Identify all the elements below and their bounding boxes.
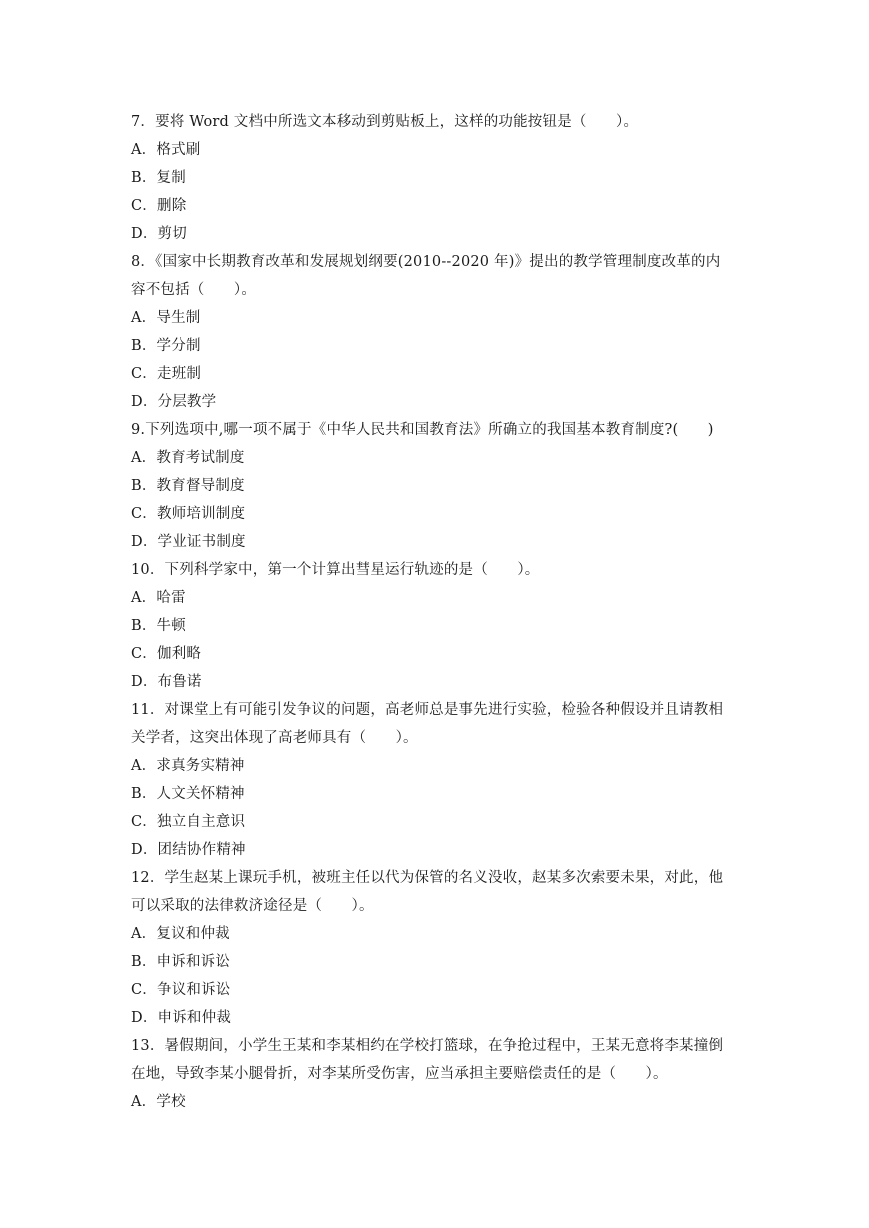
option-a: A．哈雷 bbox=[131, 590, 186, 606]
question-10 bbox=[131, 556, 751, 696]
option-d: D．学业证书制度 bbox=[131, 534, 246, 550]
question-11 bbox=[131, 696, 751, 864]
question-stem-continued: 在地，导致李某小腿骨折，对李某所受伤害，应当承担主要赔偿责任的是（ ）。 bbox=[131, 1066, 668, 1082]
option-a: A．学校 bbox=[131, 1094, 186, 1110]
question-stem: 13．暑假期间，小学生王某和李某相约在学校打篮球，在争抢过程中，王某无意将李某撞倒 bbox=[131, 1038, 724, 1054]
option-d: D．剪切 bbox=[131, 226, 187, 242]
option-a: A．格式刷 bbox=[131, 142, 201, 158]
option-c: C．争议和诉讼 bbox=[131, 982, 231, 998]
question-stem-continued: 可以采取的法律救济途径是（ ）。 bbox=[131, 898, 374, 914]
question-stem-continued: 关学者，这突出体现了高老师具有（ ）。 bbox=[131, 730, 418, 746]
option-c: C．删除 bbox=[131, 198, 187, 214]
question-9 bbox=[131, 416, 751, 556]
option-c: C．走班制 bbox=[131, 366, 202, 382]
option-a: A．复议和仲裁 bbox=[131, 926, 230, 942]
question-stem: 7．要将 Word 文档中所选文本移动到剪贴板上，这样的功能按钮是（ ）。 bbox=[131, 114, 639, 130]
question-stem: 12．学生赵某上课玩手机，被班主任以代为保管的名义没收，赵某多次索要未果，对此，他 bbox=[131, 870, 724, 886]
option-a: A．导生制 bbox=[131, 310, 201, 326]
option-b: B．申诉和诉讼 bbox=[131, 954, 231, 970]
question-8 bbox=[131, 248, 751, 416]
question-12 bbox=[131, 864, 751, 1032]
option-d: D．团结协作精神 bbox=[131, 842, 246, 858]
question-stem: 9.下列选项中,哪一项不属于《中华人民共和国教育法》所确立的我国基本教育制度?( ) bbox=[131, 422, 714, 438]
option-d: D．申诉和仲裁 bbox=[131, 1010, 232, 1026]
option-a: A．求真务实精神 bbox=[131, 758, 245, 774]
option-c: C．伽利略 bbox=[131, 646, 202, 662]
option-b: B．复制 bbox=[131, 170, 186, 186]
question-7 bbox=[131, 108, 751, 248]
option-b: B．人文关怀精神 bbox=[131, 786, 245, 802]
question-stem-continued: 容不包括（ ）。 bbox=[131, 282, 257, 298]
question-13 bbox=[131, 1032, 751, 1116]
option-d: D．布鲁诺 bbox=[131, 674, 202, 690]
option-d: D．分层教学 bbox=[131, 394, 217, 410]
option-a: A．教育考试制度 bbox=[131, 450, 245, 466]
question-stem: 11．对课堂上有可能引发争议的问题，高老师总是事先进行实验，检验各种假设并且请教相 bbox=[131, 702, 724, 718]
option-b: B．牛顿 bbox=[131, 618, 186, 634]
option-c: C．教师培训制度 bbox=[131, 506, 246, 522]
option-c: C．独立自主意识 bbox=[131, 814, 246, 830]
option-b: B．学分制 bbox=[131, 338, 201, 354]
question-stem: 8．《国家中长期教育改革和发展规划纲要(2010--2020 年)》提出的教学管理制度改革的内 bbox=[131, 254, 721, 270]
question-stem: 10．下列科学家中，第一个计算出彗星运行轨迹的是（ ）。 bbox=[131, 562, 540, 578]
document-page bbox=[131, 108, 751, 1116]
option-b: B．教育督导制度 bbox=[131, 478, 245, 494]
